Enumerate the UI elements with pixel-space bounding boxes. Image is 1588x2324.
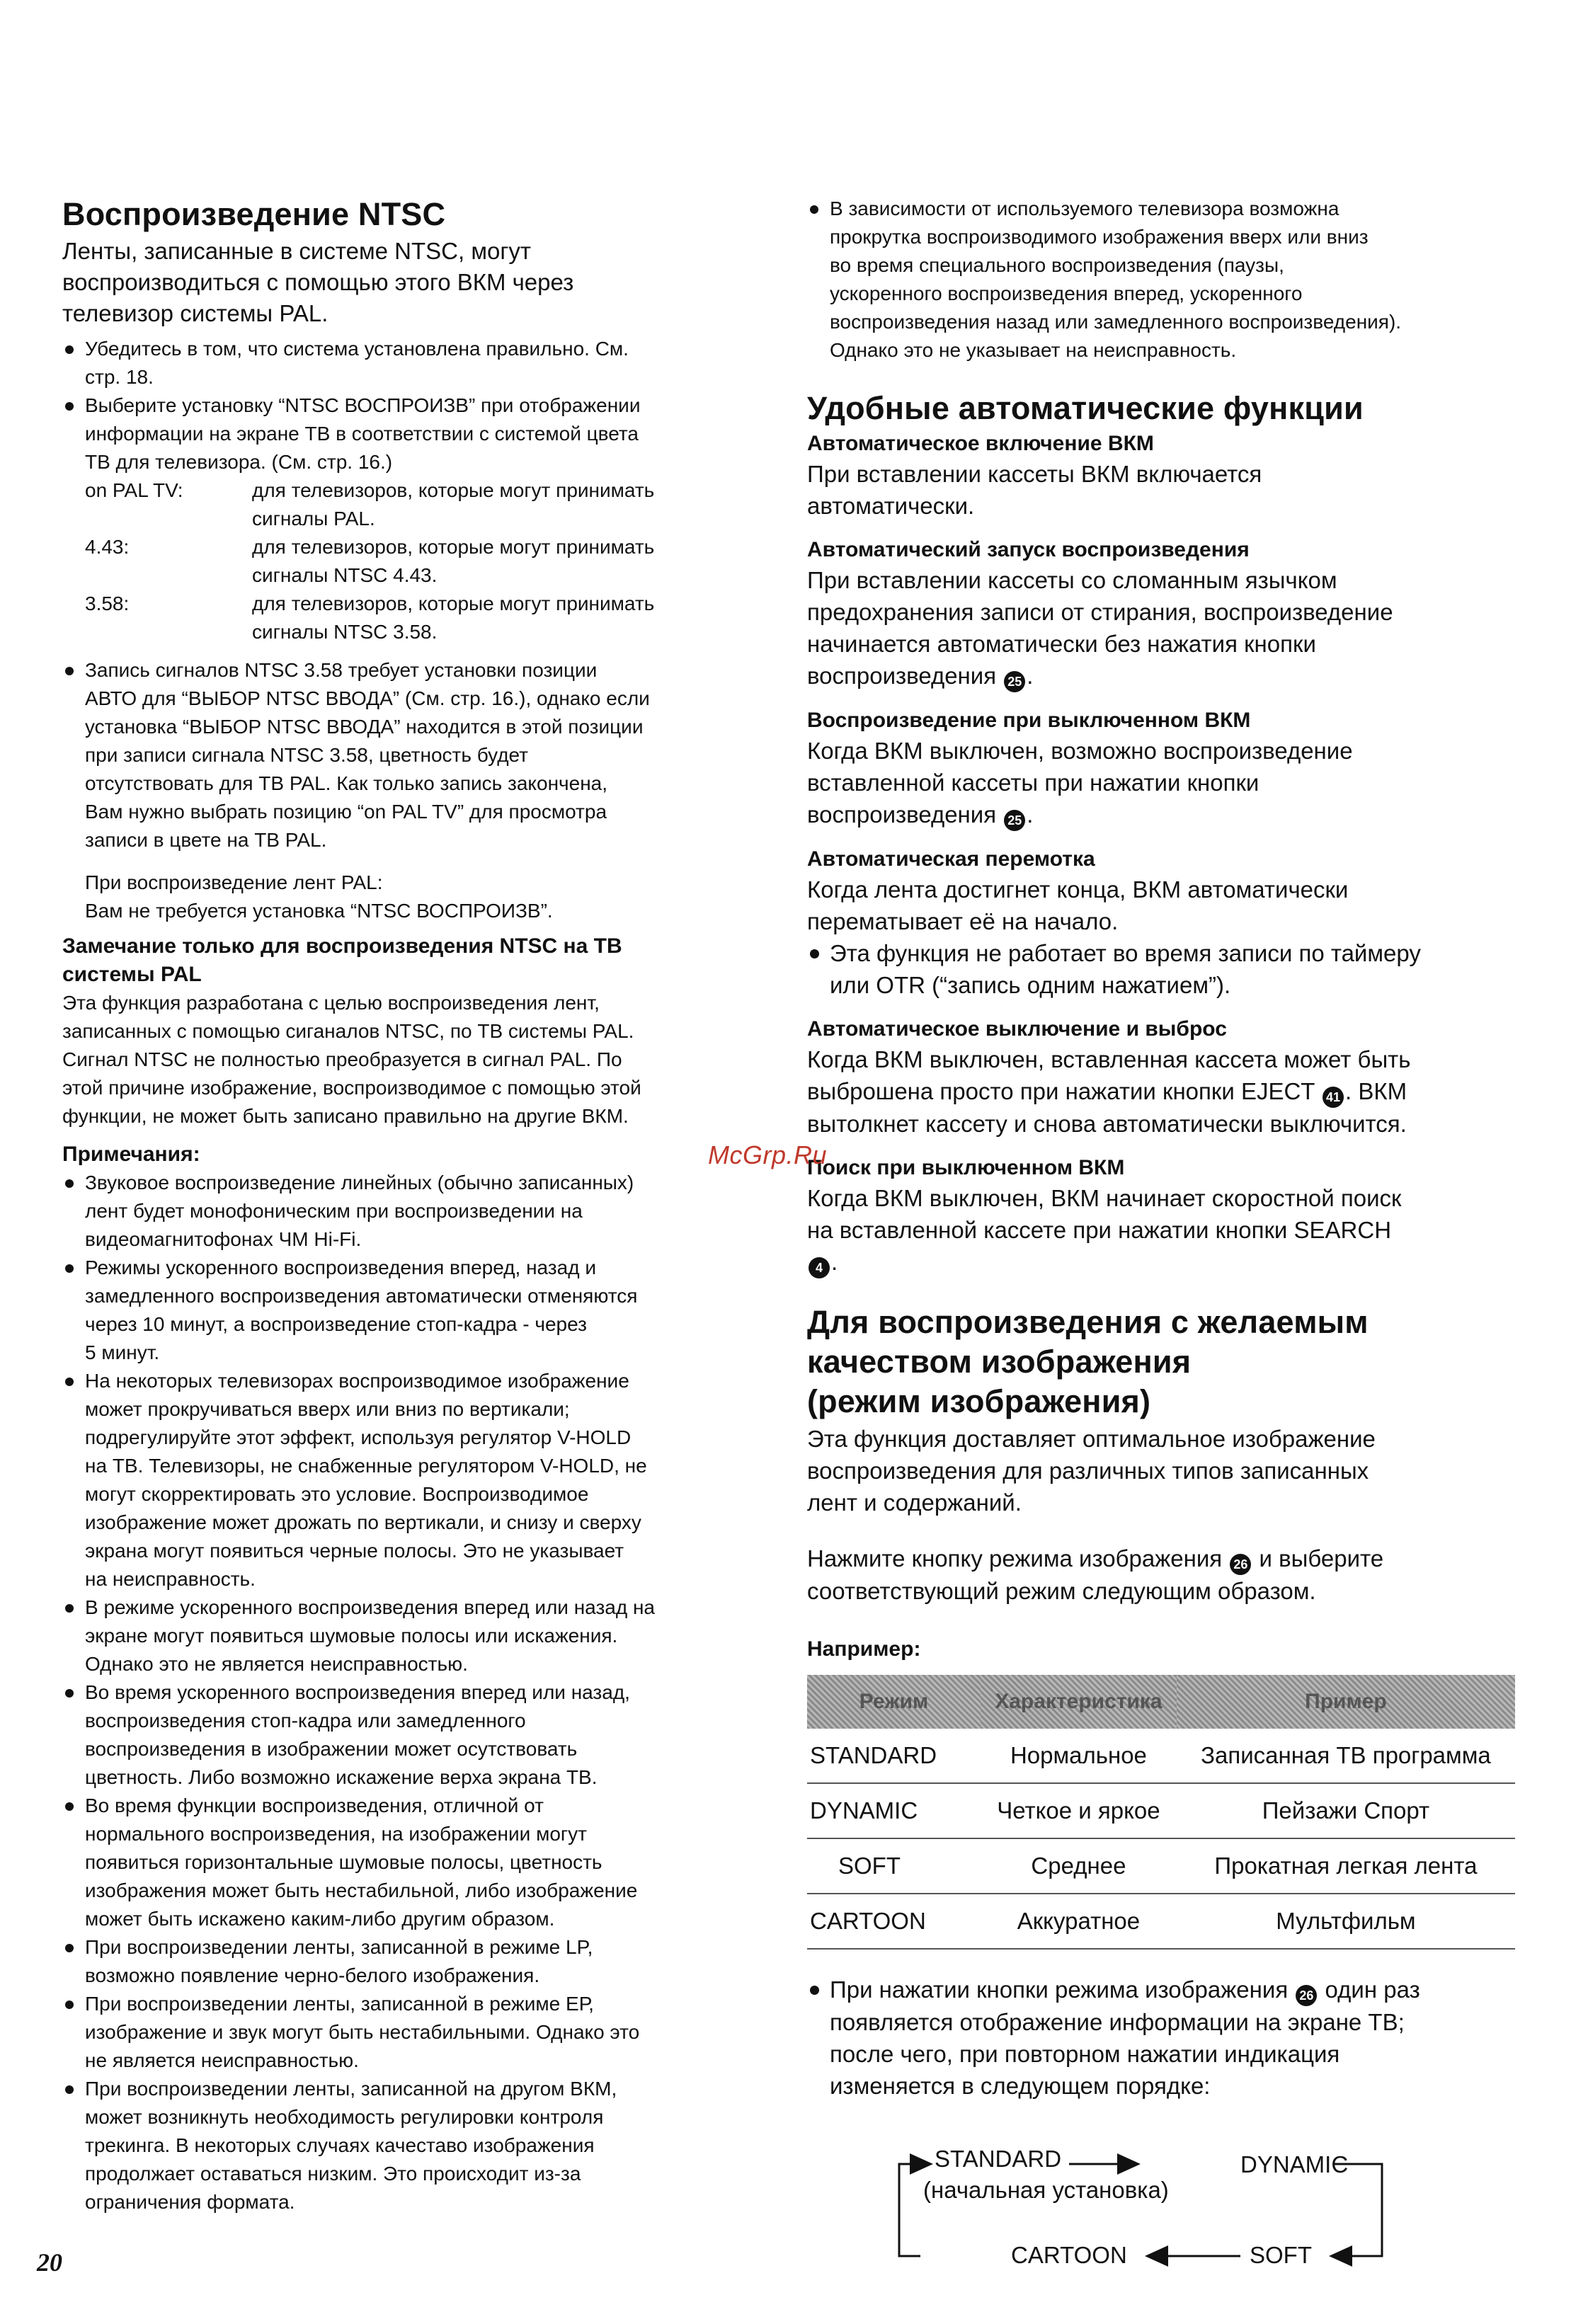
play-button-ref-icon: 25 (1004, 810, 1025, 831)
table-row: SOFT Среднее Прокатная легкая лента (807, 1838, 1515, 1894)
bullet-check-system: Убедитесь в том, что система установлена правильно. См. стр. 18. (62, 335, 770, 391)
table-header-cell: Характеристика (981, 1675, 1177, 1729)
table-header-row (807, 1675, 1515, 1729)
bullet-select-setting: Выберите установку “NTSC ВОСПРОИЗВ” при отображении информации на экране ТВ в соответствии с системой цвета ТВ для телевизора. (См. стр. 16.) (62, 391, 770, 476)
bullet-scroll-note: В зависимости от используемого телевизора возможна прокрутка воспроизводимого изображения вверх или вниз во время специального воспроизведения (паузы, ускоренного воспроизведения вперед, ускоренного воспроизведения назад или замедленного воспроизведения). Однако это не указывает на неисправность. (807, 195, 1515, 365)
pal-note: При воспроизведение лент PAL: Вам не требуется установка “NTSC ВОСПРОИЗВ”. (85, 871, 553, 922)
right-column (807, 195, 1515, 2270)
note-item: Во время ускоренного воспроизведения вперед или назад, воспроизведения стоп-кадра или замедленного воспроизведения в изображении может осутствовать цветность. Либо возможно искажение верха экрана ТВ. (62, 1678, 770, 1792)
table-header-cell: Пример (1177, 1675, 1515, 1729)
watermark: McGrp.Ru (708, 1140, 828, 1169)
auto-functions-title: Удобные автоматические функции (807, 390, 1364, 426)
note-item: При воспроизведении ленты, записанной в режиме LP, возможно появление черно-белого изображения. (62, 1933, 770, 1990)
table-header-cell: Режим (807, 1675, 981, 1729)
eject-title: Автоматическое выключение и выброс (807, 1017, 1227, 1041)
play-button-ref-icon: 25 (1004, 671, 1025, 692)
eject-text: Когда ВКМ выключен, вставленная кассета может быть выброшена просто при нажатии кнопки EJECT 41 . ВКМ вытолкнет кассету и снова автоматически выключится. (807, 1046, 1411, 1137)
table-row: DYNAMIC Четкое и яркое Пейзажи Спорт (807, 1783, 1515, 1838)
auto-play-title: Автоматический запуск воспроизведения (807, 538, 1250, 561)
option-row: on PAL TV: для телевизоров, которые могут принимать сигналы PAL. (85, 479, 655, 530)
note-item: В режиме ускоренного воспроизведения вперед или назад на экране могут появиться шумовые полосы или искажения. Однако это не является неисправностью. (62, 1593, 770, 1678)
search-text: Когда ВКМ выключен, ВКМ начинает скоростной поиск на вставленной кассете при нажатии кнопки SEARCH 4 . (807, 1182, 1515, 1278)
note-item: Во время функции воспроизведения, отличной от нормального воспроизведения, на изображении могут появиться горизонтальные шумовые полосы, цветность изображения может быть нестабильной, либо изображение может быть искажено каким-либо другим образом. (62, 1792, 770, 1933)
auto-on-text: При вставлении кассеты ВКМ включается автоматически. (807, 461, 1262, 519)
flow-soft: SOFT (1250, 2242, 1312, 2268)
ntsc-intro: Ленты, записанные в системе NTSC, могут воспроизводиться с помощью этого ВКМ через телевизор системы PAL. (62, 238, 574, 326)
bullet-ntsc358: Запись сигналов NTSC 3.58 требует установки позиции АВТО для “ВЫБОР NTSC ВВОДА” (См. стр. 16.), однако если установка “ВЫБОР NTSC ВВОДА” находится в этой позиции при записи сигнала NTSC 3.58, цветность будет отсутствовать для ТВ PAL. Как только запись закончена, Вам нужно выбрать позицию “on PAL TV” для просмотра записи в цвете на ТВ PAL. (62, 656, 770, 854)
rewind-title: Автоматическая перемотка (807, 847, 1095, 871)
ntsc-title: Воспроизведение NTSC (62, 196, 446, 232)
flow-cartoon: CARTOON (1011, 2242, 1127, 2268)
search-title: Поиск при выключенном ВКМ (807, 1156, 1125, 1179)
table-row: CARTOON Аккуратное Мультфильм (807, 1894, 1515, 1949)
loop-line-left (899, 2208, 920, 2256)
rewind-text: Когда лента достигнет конца, ВКМ автоматически перематывает её на начало. (807, 876, 1349, 934)
example-label: Например: (807, 1637, 921, 1661)
flow-dynamic: DYNAMIC (1240, 2151, 1349, 2177)
option-row: 3.58: для телевизоров, которые могут принимать сигналы NTSC 3.58. (85, 593, 655, 643)
auto-play-text: При вставлении кассеты со сломанным язычком предохранения записи от стирания, воспроизведение начинается автоматически без нажатия кнопки воспроизведения 25 . (807, 564, 1515, 692)
play-off-title: Воспроизведение при выключенном ВКМ (807, 709, 1251, 732)
remark-text: Эта функция разработана с целью воспроизведения лент, записанных с помощью сиганалов NTSC, по ТВ системы PAL. Сигнал NTSC не полностью преобразуется в сигнал PAL. По этой причине изображение, воспроизводимое с помощью этой функции, не может быть записано правильно на другие ВКМ. (62, 992, 641, 1127)
flow-standard: STANDARD (935, 2146, 1062, 2172)
rewind-bullet: Эта функция не работает во время записи по таймеру или OTR (“запись одним нажатием”). (807, 937, 1515, 1001)
picture-button-ref-icon: 26 (1296, 1985, 1317, 2006)
ntsc-options (85, 476, 770, 646)
left-column (62, 195, 770, 2216)
note-item: При воспроизведении ленты, записанной на другом ВКМ, может возникнуть необходимость регулировки контроля трекинга. В некоторых случаях качеставо изображения продолжает оставаться низким. Это происходит из-за ограничения формата. (62, 2075, 770, 2216)
play-off-text: Когда ВКМ выключен, возможно воспроизведение вставленной кассеты при нажатии кнопки воспроизведения 25 . (807, 735, 1515, 831)
option-row: 4.43: для телевизоров, которые могут принимать сигналы NTSC 4.43. (85, 536, 655, 586)
note-item: Звуковое воспроизведение линейных (обычно записанных) лент будет монофоническим при воспроизведении на видеомагнитофонах ЧМ Hi-Fi. (62, 1169, 770, 1254)
page-number: 20 (37, 2248, 62, 2277)
note-item: Режимы ускоренного воспроизведения вперед, назад и замедленного воспроизведения автоматически отменяются через 10 минут, а воспроизведение стоп-кадра - через 5 минут. (62, 1254, 770, 1367)
picture-mode-table (807, 1675, 1515, 1950)
eject-button-ref-icon: 41 (1323, 1087, 1344, 1108)
mode-cycle-diagram (807, 2136, 1515, 2270)
note-item: При воспроизведении ленты, записанной в режиме ЕР, изображение и звук могут быть нестабильными. Однако это не является неисправностью. (62, 1990, 770, 2075)
note-item: На некоторых телевизорах воспроизводимое изображение может прокручиваться вверх или вниз по вертикали; подрегулируйте этот эффект, используя регулятор V-HOLD на ТВ. Телевизоры, не снабженные регулятором V-HOLD, не могут скорректировать это условие. Воспроизводимое изображение может дрожать по вертикали, и снизу и сверху экрана могут появиться черные полосы. Это не указывает на неисправность. (62, 1367, 770, 1593)
picture-mode-instruction: Нажмите кнопку режима изображения 26 и выберите соответствующий режим следующим образом. (807, 1545, 1384, 1604)
flow-initial: (начальная установка) (923, 2177, 1169, 2203)
auto-on-title: Автоматическое включение ВКМ (807, 432, 1154, 455)
picture-mode-title: Для воспроизведения с желаемым качеством изображения (режим изображения) (807, 1304, 1369, 1419)
picture-button-ref-icon: 26 (1230, 1554, 1251, 1575)
table-row: STANDARD Нормальное Записанная ТВ программа (807, 1729, 1515, 1783)
search-button-ref-icon: 4 (809, 1257, 830, 1278)
remark-title: Замечание только для воспроизведения NTSC на ТВ системы PAL (62, 934, 622, 986)
notes-title: Примечания: (62, 1143, 200, 1166)
picture-mode-intro: Эта функция доставляет оптимальное изображение воспроизведения для различных типов записанных лент и содержаний. (807, 1426, 1376, 1516)
picture-mode-order-note: При нажатии кнопки режима изображения 26 один раз появляется отображение информации на экране ТВ; после чего, при повторном нажатии индикация изменяется в следующем порядке: (807, 1974, 1515, 2102)
